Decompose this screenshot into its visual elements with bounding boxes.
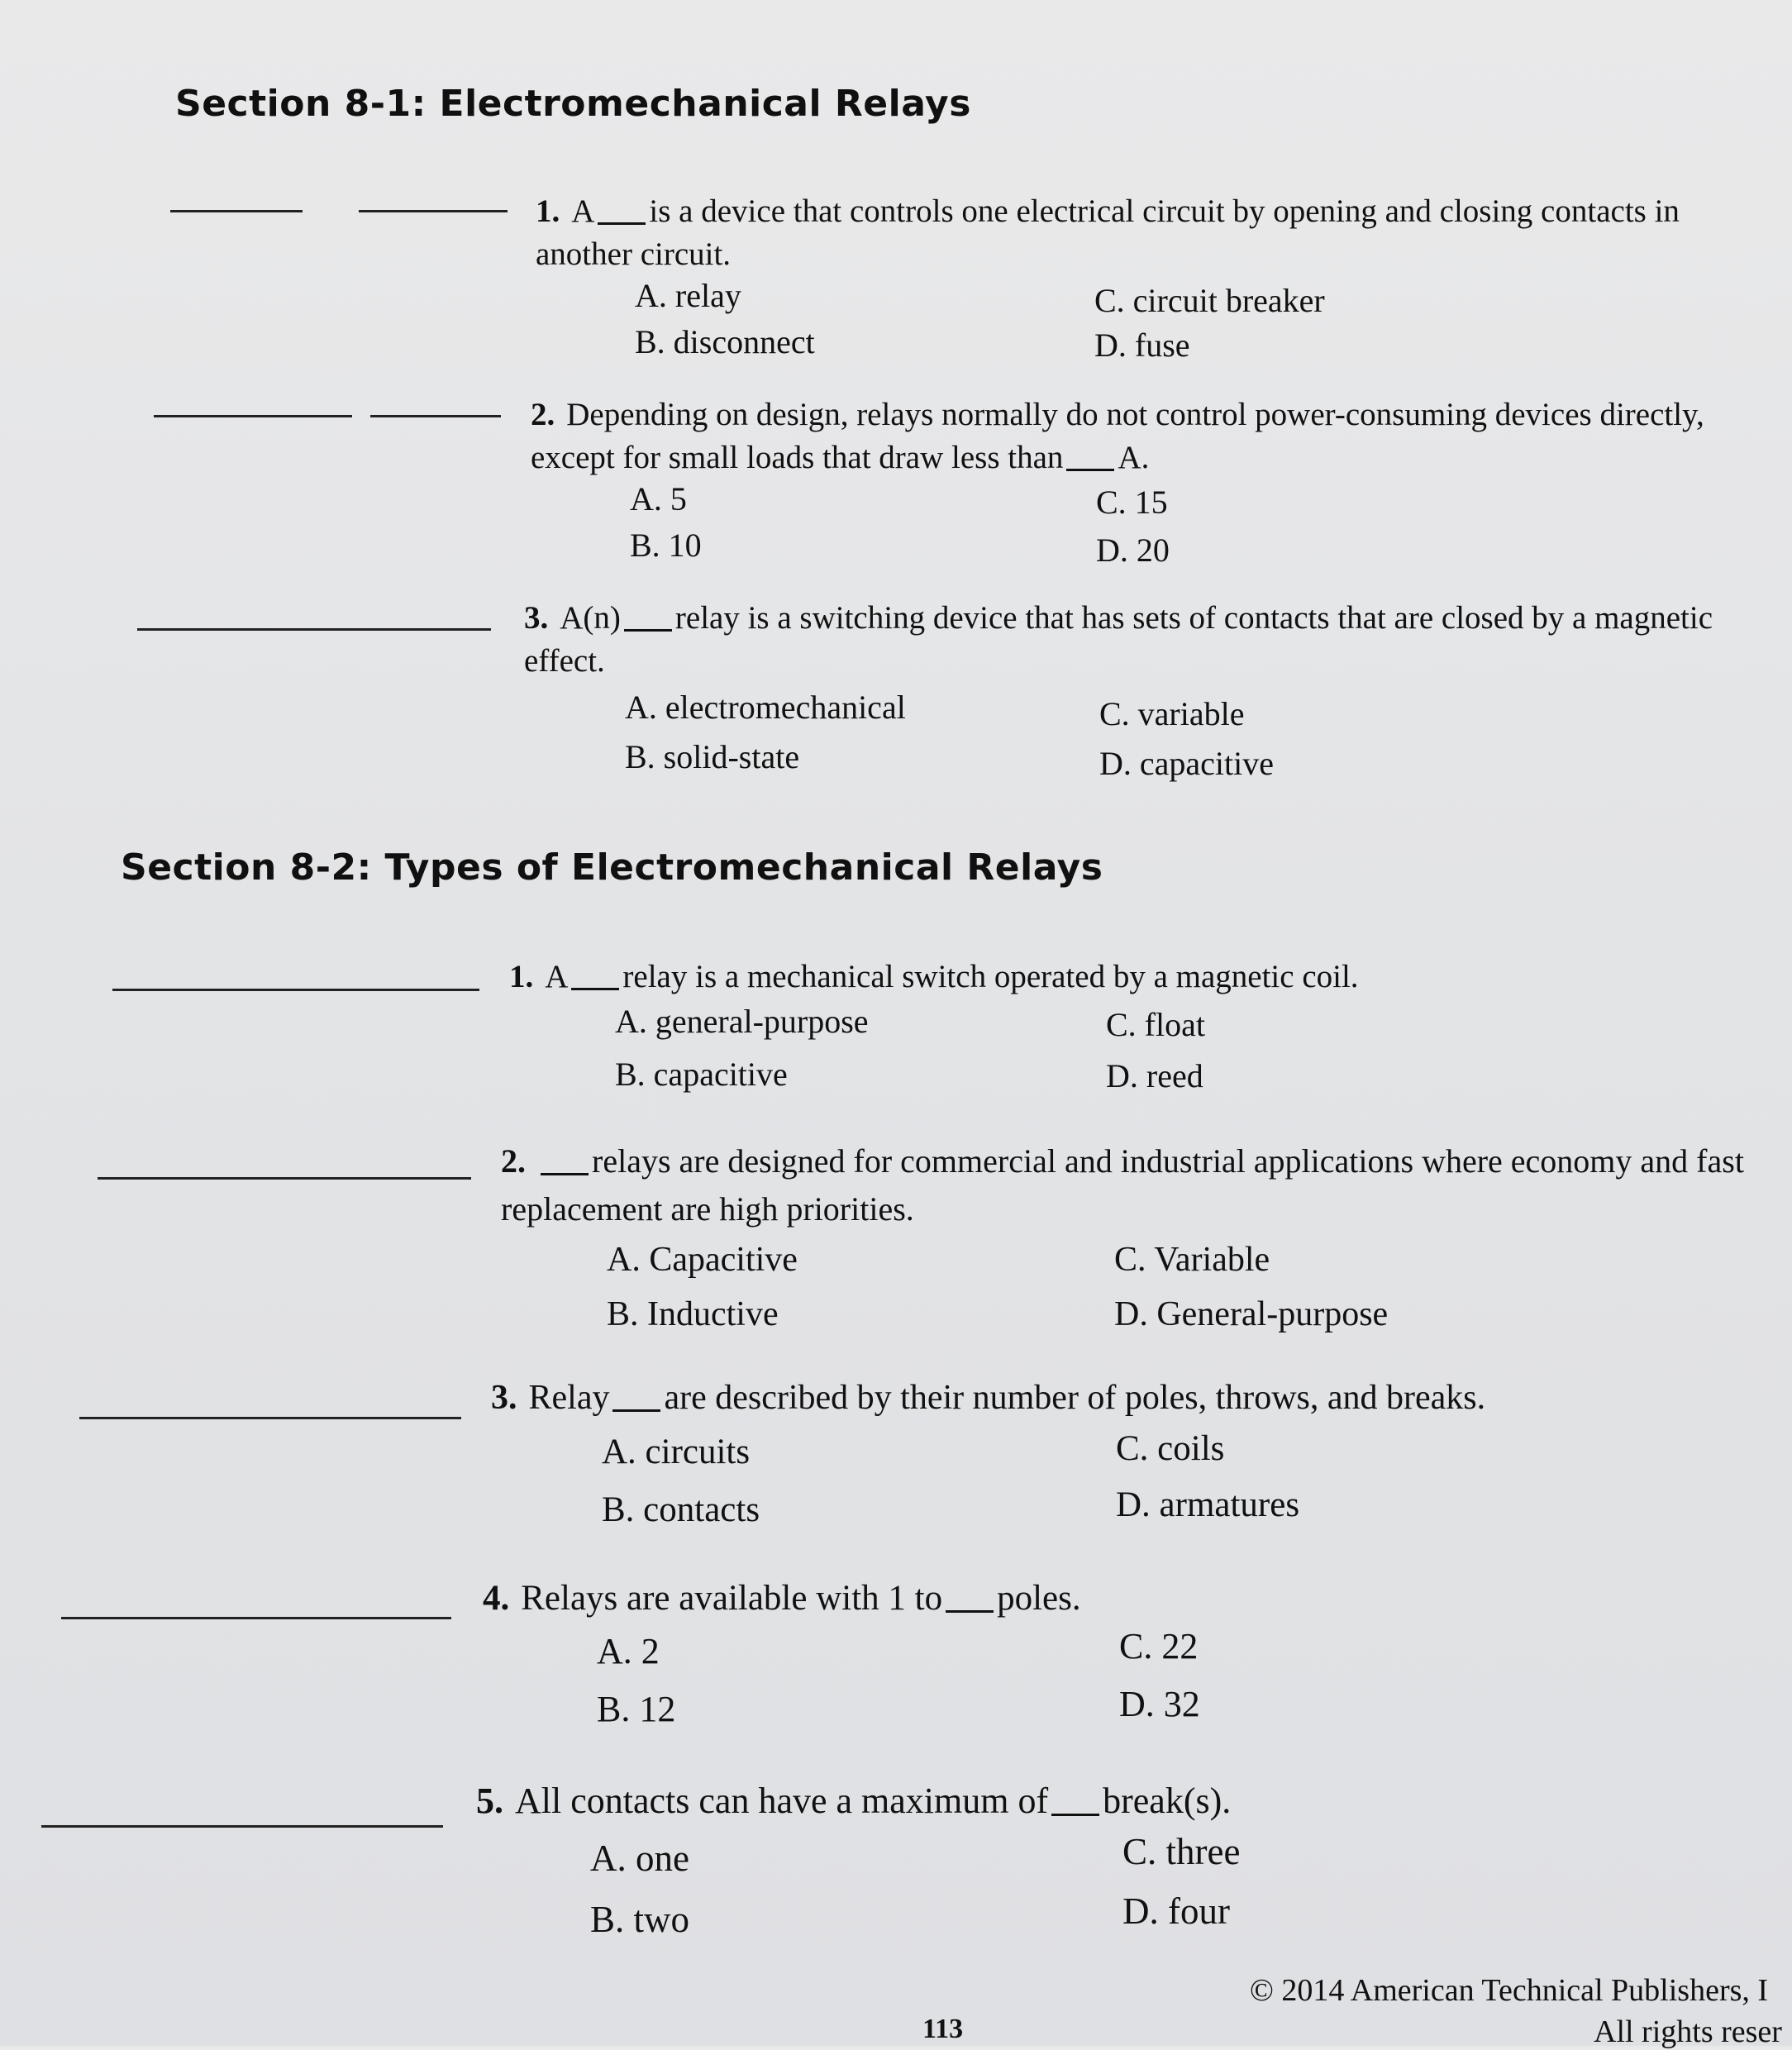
stem-text-after: relay is a switching device that has sets of contacts that are closed by a magnetic effect. <box>524 600 1713 679</box>
choice-c: C. circuit breaker <box>1094 282 1325 319</box>
choice-b: B. two <box>590 1899 690 1940</box>
answer-blank[interactable] <box>41 1825 443 1828</box>
choice-a: A. relay <box>635 277 741 314</box>
copyright-notice: © 2014 American Technical Publishers, I <box>1250 1973 1769 2008</box>
choice-d: D. reed <box>1106 1057 1203 1094</box>
choice-c: C. 22 <box>1119 1626 1199 1666</box>
answer-blank-right[interactable] <box>370 415 501 417</box>
question-stem <box>531 393 1713 479</box>
choice-b: B. capacitive <box>615 1056 788 1093</box>
question-stem <box>501 1137 1774 1233</box>
inline-blank <box>946 1575 994 1613</box>
question-stem <box>509 956 1732 999</box>
choice-d: D. fuse <box>1094 327 1190 364</box>
question-number: 4. <box>483 1579 510 1618</box>
choice-d: D. four <box>1122 1890 1230 1932</box>
choice-b: B. 12 <box>597 1689 676 1729</box>
choice-d: D. 20 <box>1096 532 1170 569</box>
answer-blank[interactable] <box>98 1177 471 1180</box>
question-number: 3. <box>491 1379 517 1417</box>
section-8-2-heading: Section 8-2: Types of Electromechanical Relays <box>121 846 1103 889</box>
answer-blank[interactable] <box>137 628 491 631</box>
stem-text-before: A(n) <box>560 600 621 636</box>
inline-blank <box>624 597 672 632</box>
stem-text-before: All contacts can have a maximum of <box>515 1781 1049 1821</box>
stem-text-after: is a device that controls one electrical circuit by opening and closing contacts in another circuit. <box>536 193 1680 272</box>
answer-blank[interactable] <box>79 1417 461 1419</box>
choice-a: A. 2 <box>597 1631 660 1671</box>
section-8-1-heading: Section 8-1: Electromechanical Relays <box>175 83 971 125</box>
question-number: 3. <box>524 600 549 636</box>
stem-text-before: Relay <box>528 1379 610 1417</box>
rights-notice: All rights reser <box>1594 2014 1782 2049</box>
question-number: 1. <box>536 193 560 229</box>
question-stem <box>476 1776 1732 1827</box>
answer-blank-left[interactable] <box>170 210 303 212</box>
choice-a: A. 5 <box>630 480 687 517</box>
choice-b: B. disconnect <box>635 323 815 360</box>
choice-c: C. Variable <box>1114 1241 1270 1279</box>
answer-blank-left[interactable] <box>154 415 352 417</box>
stem-text-after: are described by their number of poles, throws, and breaks. <box>664 1379 1486 1417</box>
inline-blank <box>612 1375 660 1412</box>
inline-blank <box>1066 436 1114 471</box>
choice-d: D. armatures <box>1116 1485 1300 1524</box>
choice-a: A. electromechanical <box>625 689 906 726</box>
choice-a: A. Capacitive <box>607 1241 798 1279</box>
inline-blank <box>571 956 619 990</box>
page-number: 113 <box>922 2014 964 2044</box>
question-stem <box>524 597 1731 683</box>
choice-b: B. Inductive <box>607 1295 779 1333</box>
stem-text-after: A. <box>1118 440 1150 475</box>
stem-text-after: break(s). <box>1103 1781 1232 1821</box>
question-stem <box>536 190 1709 276</box>
choice-c: C. variable <box>1099 695 1245 732</box>
inline-blank <box>598 190 646 225</box>
choice-c: C. three <box>1122 1831 1241 1872</box>
choice-d: D. General-purpose <box>1114 1295 1389 1333</box>
choice-b: B. 10 <box>630 527 702 564</box>
question-stem <box>491 1374 1731 1422</box>
stem-text-before: Depending on design, relays normally do not control power-consuming devices directly, except for small loads that draw less than <box>531 397 1704 475</box>
stem-text-after: poles. <box>997 1579 1081 1618</box>
choice-b: B. solid-state <box>625 738 800 775</box>
choice-d: D. capacitive <box>1099 745 1274 782</box>
question-stem <box>483 1574 1723 1623</box>
inline-blank <box>541 1140 589 1175</box>
choice-a: A. circuits <box>602 1433 751 1471</box>
question-number: 2. <box>531 397 555 432</box>
choice-c: C. coils <box>1116 1429 1225 1468</box>
stem-text-before: A <box>571 193 595 229</box>
answer-blank-right[interactable] <box>359 210 508 212</box>
answer-blank[interactable] <box>61 1617 451 1619</box>
question-number: 5. <box>476 1781 503 1821</box>
stem-text-before: A <box>545 959 569 994</box>
choice-a: A. one <box>590 1838 689 1879</box>
answer-blank[interactable] <box>112 989 479 991</box>
stem-text-after: relay is a mechanical switch operated by a magnetic coil. <box>622 959 1359 994</box>
choice-b: B. contacts <box>602 1490 760 1529</box>
stem-text-before: Relays are available with 1 to <box>521 1579 943 1618</box>
stem-text-after: relays are designed for commercial and industrial applications where economy and fast replacement are high priorities. <box>501 1142 1744 1228</box>
choice-c: C. 15 <box>1096 484 1168 521</box>
choice-c: C. float <box>1106 1006 1205 1043</box>
question-number: 2. <box>501 1142 526 1180</box>
choice-a: A. general-purpose <box>615 1003 869 1040</box>
question-number: 1. <box>509 959 534 994</box>
inline-blank <box>1051 1777 1099 1816</box>
choice-d: D. 32 <box>1119 1684 1200 1724</box>
